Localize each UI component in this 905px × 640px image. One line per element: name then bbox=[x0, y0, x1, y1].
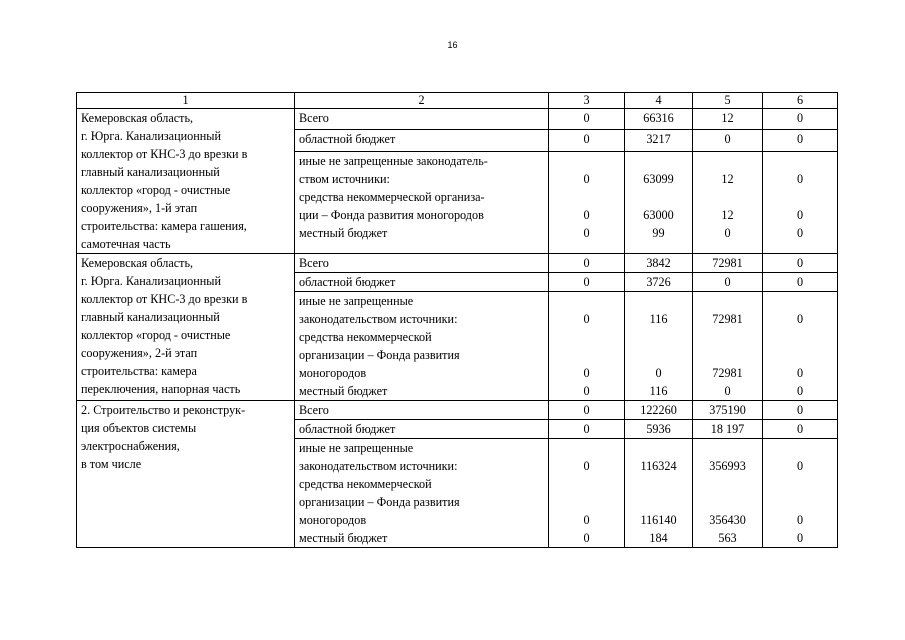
value-cell: 0 bbox=[549, 420, 625, 439]
header-row bbox=[77, 93, 838, 109]
value-cell: 72981 bbox=[693, 254, 763, 273]
value-cell: 0 bbox=[549, 109, 625, 130]
value-cell: 0 bbox=[763, 130, 838, 151]
value-cell: 0 bbox=[763, 109, 838, 130]
header-cell: 6 bbox=[763, 93, 838, 109]
value-cell: 0 0 0 bbox=[763, 439, 838, 548]
value-cell: 66316 bbox=[625, 109, 693, 130]
value-cell: 0 0 0 bbox=[763, 151, 838, 253]
header-cell: 1 bbox=[77, 93, 295, 109]
funding-table bbox=[76, 92, 838, 548]
total-row bbox=[77, 254, 838, 273]
value-cell: 12 bbox=[693, 109, 763, 130]
source-label: Всего bbox=[295, 254, 549, 273]
header-cell: 3 bbox=[549, 93, 625, 109]
header-cell: 4 bbox=[625, 93, 693, 109]
value-cell: 0 0 0 bbox=[763, 292, 838, 401]
project-description: Кемеровская область, г. Юрга. Канализационный коллектор от КНС-3 до врезки в главный канализационный коллектор «город - очистные сооружения», 2-й этап строительства: камера переключения, напорная часть bbox=[77, 254, 295, 401]
source-label: Всего bbox=[295, 109, 549, 130]
value-cell: 0 bbox=[693, 130, 763, 151]
value-cell: 18 197 bbox=[693, 420, 763, 439]
value-cell: 356993 356430 563 bbox=[693, 439, 763, 548]
source-label: областной бюджет bbox=[295, 420, 549, 439]
page-number: 16 bbox=[447, 40, 458, 50]
value-cell: 3726 bbox=[625, 273, 693, 292]
value-cell: 375190 bbox=[693, 401, 763, 420]
value-cell: 116324 116140 184 bbox=[625, 439, 693, 548]
total-row bbox=[77, 109, 838, 130]
header-cell: 5 bbox=[693, 93, 763, 109]
value-cell: 0 bbox=[763, 420, 838, 439]
source-label: иные не запрещенные законодатель- ством источники: средства некоммерческой организа- ции – Фонда развития моногородов местный бюджет bbox=[295, 151, 549, 253]
value-cell: 0 bbox=[549, 254, 625, 273]
total-row bbox=[77, 401, 838, 420]
project-description: Кемеровская область, г. Юрга. Канализационный коллектор от КНС-3 до врезки в главный канализационный коллектор «город - очистные сооружения», 1-й этап строительства: камера гашения, самотечная часть bbox=[77, 109, 295, 254]
value-cell: 0 0 0 bbox=[549, 151, 625, 253]
value-cell: 0 bbox=[693, 273, 763, 292]
value-cell: 72981 72981 0 bbox=[693, 292, 763, 401]
value-cell: 0 bbox=[763, 401, 838, 420]
value-cell: 0 0 0 bbox=[549, 439, 625, 548]
header-cell: 2 bbox=[295, 93, 549, 109]
value-cell: 0 bbox=[763, 273, 838, 292]
project-description: 2. Строительство и реконструк- ция объектов системы электроснабжения, в том числе bbox=[77, 401, 295, 548]
value-cell: 0 bbox=[549, 130, 625, 151]
value-cell: 12 12 0 bbox=[693, 151, 763, 253]
value-cell: 5936 bbox=[625, 420, 693, 439]
source-label: областной бюджет bbox=[295, 130, 549, 151]
value-cell: 122260 bbox=[625, 401, 693, 420]
value-cell: 0 0 0 bbox=[549, 292, 625, 401]
value-cell: 0 bbox=[549, 273, 625, 292]
source-label: областной бюджет bbox=[295, 273, 549, 292]
source-label: иные не запрещенные законодательством источники: средства некоммерческой организации – Фонда развития моногородов местный бюджет bbox=[295, 292, 549, 401]
source-label: Всего bbox=[295, 401, 549, 420]
value-cell: 0 bbox=[763, 254, 838, 273]
value-cell: 116 0 116 bbox=[625, 292, 693, 401]
value-cell: 3842 bbox=[625, 254, 693, 273]
source-label: иные не запрещенные законодательством источники: средства некоммерческой организации – Фонда развития моногородов местный бюджет bbox=[295, 439, 549, 548]
value-cell: 3217 bbox=[625, 130, 693, 151]
value-cell: 63099 63000 99 bbox=[625, 151, 693, 253]
value-cell: 0 bbox=[549, 401, 625, 420]
